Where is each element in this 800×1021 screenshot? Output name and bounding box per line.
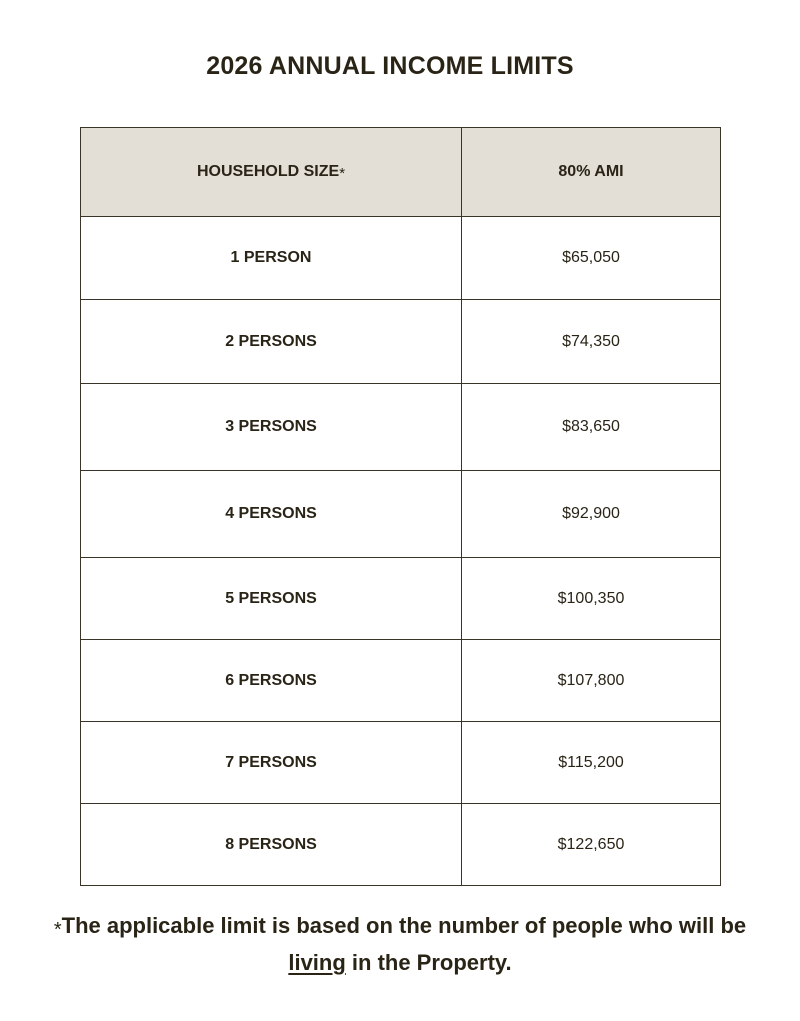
table-row <box>81 558 721 640</box>
household-size-header-label: HOUSEHOLD SIZE <box>196 163 340 180</box>
footnote-text: The applicable limit is based on the number of people who will be <box>61 913 747 938</box>
household-size-cell: 4 PERSONS <box>81 471 462 558</box>
household-size-header <box>81 128 462 217</box>
table-row <box>81 300 721 384</box>
income-limit-cell: $107,800 <box>462 640 721 722</box>
household-size-cell: 1 PERSON <box>81 217 462 300</box>
footnote <box>0 908 800 980</box>
household-size-cell: 3 PERSONS <box>81 384 462 471</box>
income-limit-cell: $65,050 <box>462 217 721 300</box>
table-row <box>81 722 721 804</box>
table-header-row <box>81 128 721 217</box>
footnote-line-2 <box>0 945 800 980</box>
household-size-cell: 5 PERSONS <box>81 558 462 640</box>
household-size-cell: 7 PERSONS <box>81 722 462 804</box>
table-row <box>81 804 721 886</box>
household-size-cell: 6 PERSONS <box>81 640 462 722</box>
table-row <box>81 384 721 471</box>
income-limit-cell: $100,350 <box>462 558 721 640</box>
income-limit-cell: $83,650 <box>462 384 721 471</box>
income-limit-cell: $115,200 <box>462 722 721 804</box>
income-limits-table <box>80 127 721 886</box>
footnote-text-end: in the Property. <box>345 950 512 975</box>
page-title: 2026 ANNUAL INCOME LIMITS <box>206 52 574 80</box>
footnote-marker: * <box>53 919 62 941</box>
household-size-cell: 8 PERSONS <box>81 804 462 886</box>
table-row <box>81 640 721 722</box>
table-row <box>81 471 721 558</box>
income-limit-cell: $92,900 <box>462 471 721 558</box>
income-limit-cell: $74,350 <box>462 300 721 384</box>
household-size-cell: 2 PERSONS <box>81 300 462 384</box>
footnote-underlined-word: living <box>288 950 346 975</box>
income-limit-cell: $122,650 <box>462 804 721 886</box>
ami-header: 80% AMI <box>462 128 721 217</box>
footnote-line-1 <box>0 908 800 945</box>
table-row <box>81 217 721 300</box>
footnote-marker: * <box>339 165 346 182</box>
